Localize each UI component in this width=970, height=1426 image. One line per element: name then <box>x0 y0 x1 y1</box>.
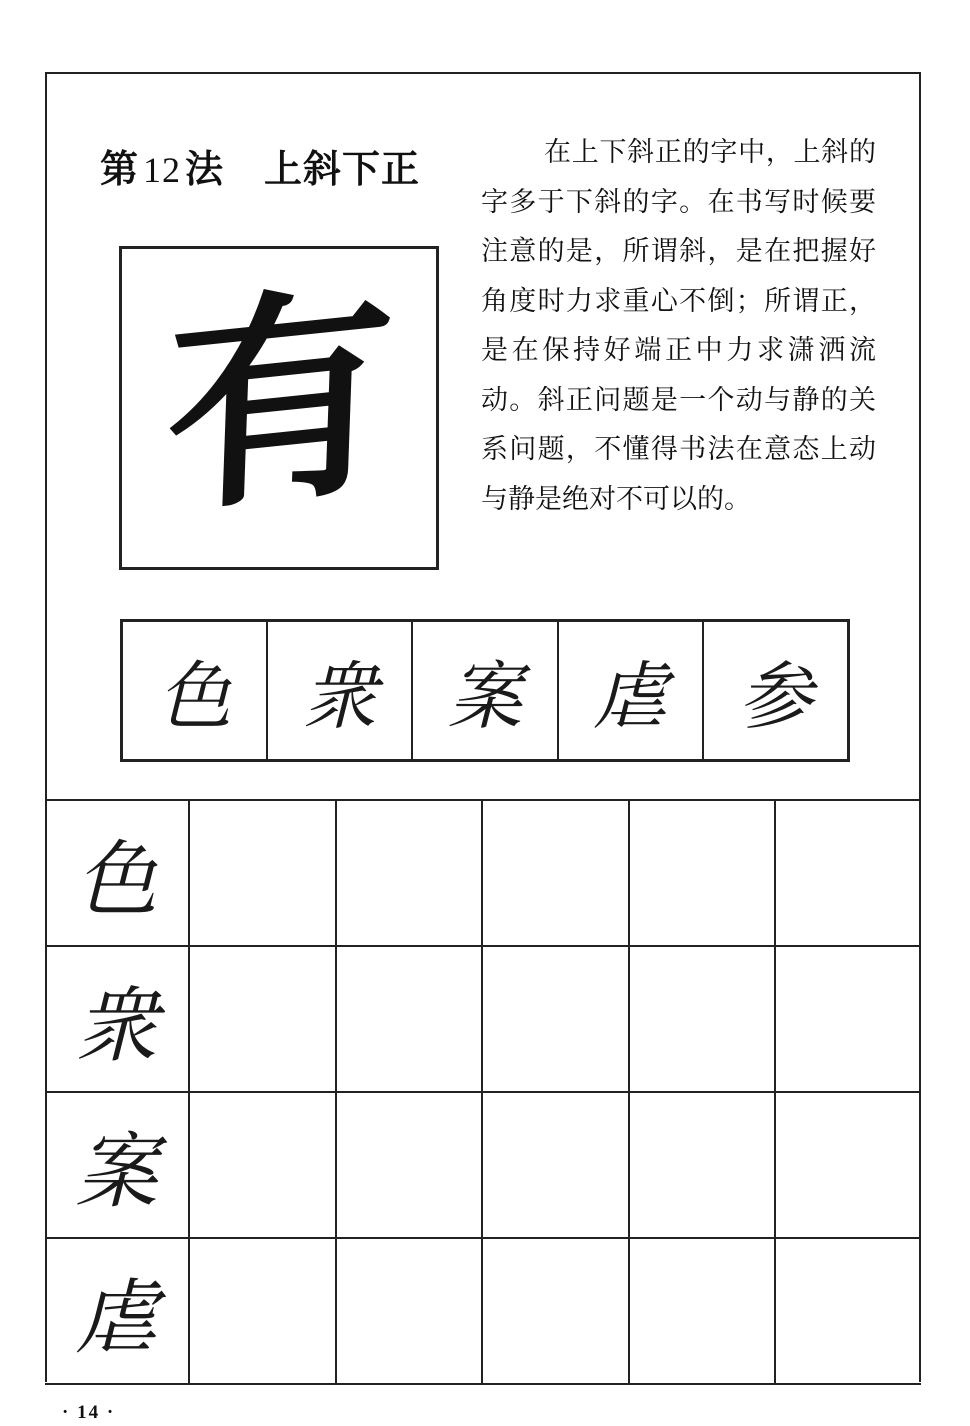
practice-cell <box>776 1239 921 1383</box>
sample-character: 案 <box>413 622 558 759</box>
practice-model-character: 虐 <box>45 1239 190 1383</box>
practice-model-character: 色 <box>45 801 190 945</box>
example-character: 有 <box>160 260 398 545</box>
practice-cell <box>190 801 337 945</box>
practice-cell <box>337 801 484 945</box>
practice-cell <box>483 801 630 945</box>
lesson-title <box>100 138 420 193</box>
practice-cell <box>776 947 921 1091</box>
practice-row <box>45 801 921 947</box>
practice-cell <box>630 1093 777 1237</box>
title-suffix: 法 <box>185 146 225 191</box>
practice-cell <box>483 1239 630 1383</box>
sample-character: 色 <box>123 622 268 759</box>
practice-cell <box>190 1093 337 1237</box>
practice-cell <box>337 1093 484 1237</box>
lesson-description: 在上下斜正的字中，上斜的字多于下斜的字。在书写时候要注意的是，所谓斜，是在把握好角度时力求重心不倒；所谓正，是在保持好端正中力求潇洒流动。斜正问题是一个动与静的关系问题，不懂得书法在意态上动与静是绝对不可以的。 <box>481 137 876 515</box>
practice-cell <box>630 801 777 945</box>
sample-character: 衆 <box>268 622 413 759</box>
practice-cell <box>337 947 484 1091</box>
title-subtitle: 上斜下正 <box>264 146 421 191</box>
practice-cell <box>190 947 337 1091</box>
practice-cell <box>776 801 921 945</box>
sample-characters-row <box>120 619 850 762</box>
practice-cell <box>630 947 777 1091</box>
practice-cell <box>337 1239 484 1383</box>
practice-cell <box>776 1093 921 1237</box>
title-prefix: 第 <box>100 146 140 191</box>
practice-cell <box>190 1239 337 1383</box>
practice-row <box>45 1093 921 1239</box>
page-number: · 14 · <box>62 1402 116 1423</box>
practice-model-character: 衆 <box>45 947 190 1091</box>
practice-cell <box>630 1239 777 1383</box>
practice-grid <box>45 799 921 1383</box>
example-character-box <box>119 246 439 570</box>
practice-model-character: 案 <box>45 1093 190 1237</box>
title-number: 12 <box>143 150 182 190</box>
practice-cell <box>483 947 630 1091</box>
practice-row <box>45 947 921 1093</box>
practice-row <box>45 1239 921 1385</box>
sample-character: 虐 <box>559 622 704 759</box>
sample-character: 参 <box>738 653 813 740</box>
practice-cell <box>483 1093 630 1237</box>
